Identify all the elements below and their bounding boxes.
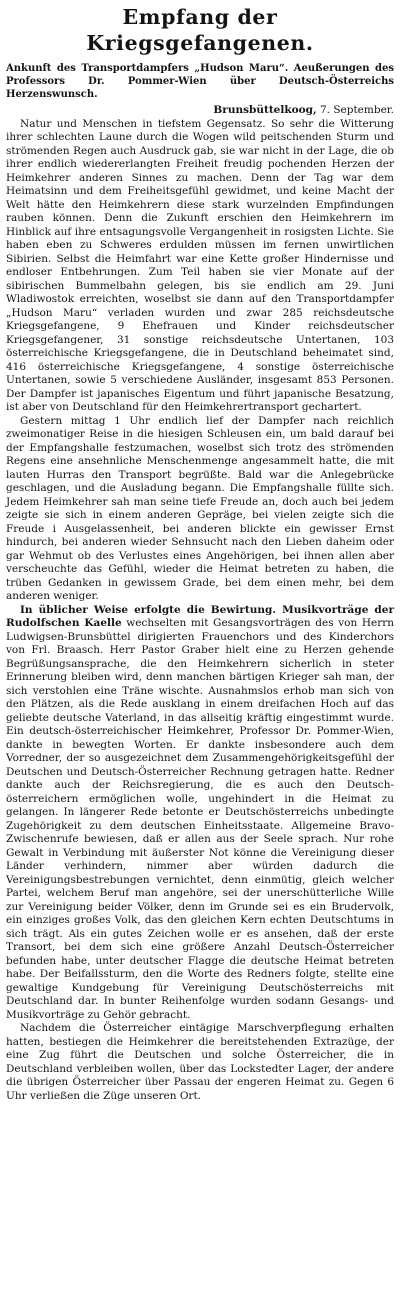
paragraph-speeches-music: Musikvorträge der Rudolfschen Kaelle: [6, 603, 394, 629]
dateline-place: Brunsbüttelkoog,: [213, 104, 317, 116]
headline: Empfang der Kriegsgefangenen.: [86, 5, 314, 55]
paragraph-reception: Gestern mittag 1 Uhr endlich lief der Dampfer nach reichlich zweimonatiger Reise in die hiesigen Schleusen ein, um bald darauf bei der Empfangshalle festzumachen, woselbst sich trotz des strömenden Regens eine ansehnliche Menschenmenge angesammelt hatte, die mit lauten Hurras den Transport begrüßte. Bald war die Anlegebrücke geschlagen, und die Ausladung begann. Die Empfangshalle füllte sich. Jedem Heimkehrer sah man seine tiefe Freude an, doch auch bei jedem zeigte sie sich in einem anderen Gepräge, bei vielen zeigte sich die Freude i Ausgelassenheit, bei anderen blickte ein gewisser Ernst hindurch, bei anderen wieder Sehnsucht nach den Lieben daheim oder gar Wehmut ob des Verlustes eines Angehörigen, bei ihnen allen aber verscheuchte das Gefühl, wieder die Heimat betreten zu haben, die trüben Gedanken in gewissem Grade, bei dem einen mehr, bei dem anderen weniger.: [6, 414, 394, 602]
paragraph-speeches: [6, 604, 394, 1023]
dateline-date: 7. September.: [316, 104, 394, 116]
paragraph-speeches-lead: In üblicher Weise erfolgte die Bewirtung.: [20, 603, 283, 616]
subheadline: Ankunft des Transportdampfers „Hudson Maru“. Aeußerungen des Professors Dr. Pommer-Wien über Deutsch-Österreichs Herzenswunsch.: [6, 63, 394, 100]
paragraph-arrival: Natur und Menschen in tiefstem Gegensatz. So sehr die Witterung ihrer schlechten Laune durch die Wogen wild peitschenden Sturm und strömenden Regen auch Ausdruck gab, sie war nicht in der Lage, die ob ihrer endlich wiedererlangten Freiheit freudig pochenden Herzen der Heimkehrer anderen Sinnes zu machen. Denn der Tag war dem Heimatsinn und dem Freiheitsgefühl gewidmet, und keine Macht der Welt hätte den Heimkehrern diese stark wurzelnden Empfindungen rauben können. Denn die Zukunft erschien den Heimkehrern im Hinblick auf ihre entsagungsvolle Vergangenheit in rosigsten Lichte. Sie haben eben zu Schweres erdulden müssen im fernen unwirtlichen Sibirien. Selbst die Heimfahrt war eine Kette großer Hindernisse und endloser Entbehrungen. Zum Teil haben sie vier Monate auf der sibirischen Bummelbahn gelegen, bis sie endlich am 29. Juni Wladiwostok erreichten, woselbst sie dann auf den Transportdampfer „Hudson Maru“ verladen wurden und zwar 285 reichsdeutsche Kriegsgefangene, 9 Ehefrauen und Kinder reichsdeutscher Kriegsgefangener, 31 sonstige reichsdeutsche Untertanen, 103 österreichische Kriegsgefangene, die in Deutschland beheimatet sind, 416 österreichische Kriegsgefangene, 4 sonstige österreichische Untertanen, sowie 5 verschiedene Ausländer, insgesamt 853 Personen. Der Dampfer ist japanisches Eigentum und führt japanische Besatzung, ist aber von Deutschland für den Heimkehrertransport gechartert.: [6, 117, 394, 413]
paragraph-speeches-body: wechselten mit Gesangsvorträgen des von Herrn Ludwigsen-Brunsbüttel dirigierten Frauenchors und des Kinderchors von Frl. Braasch. Herr Pastor Graber hielt eine zu Herzen gehende Begrüßungsansprache, die den Heimkehrern sicherlich in steter Erinnerung bleiben wird, denn manchen bärtigen Krieger sah man, der sich verstohlen eine Träne wischte. Ausnahmslos erhob man sich von den Plätzen, als die Rede ausklang in einem dreifachen Hoch auf das geliebte deutsche Vaterland, in das allseitig kräftig eingestimmt wurde. Ein deutsch-österreichischer Heimkehrer, Professor Dr. Pommer-Wien, dankte in bewegten Worten. Er dankte insbesondere auch dem Vorredner, der so ausgezeichnet dem Zusammengehörigkeitsgefühl der Deutschen und Deutsch-Österreicher Rechnung getragen hatte. Redner dankte auch der Reichsregierung, die es auch den Deutsch-österreichern ermöglichen wolle, ungehindert in die Heimat zu gelangen. In längerer Rede betonte er Deutschösterreichs unbedingte Zugehörigkeit zu dem deutschen Einheitsstaate. Allgemeine Bravo-Zwischenrufe bewiesen, daß er allen aus der Seele sprach. Nur rohe Gewalt in Verbindung mit äußerster Not könne die Vereinigung dieser Länder verhindern, nimmer aber würden dadurch die Vereinigungsbestrebungen vernichtet, denn einmütig, gleich welcher Partei, welchem Beruf man angehöre, sei der unerschütterliche Wille zur Vereinigung beider Völker, denn im Grunde sei es ein Brudervolk, ein einziges großes Volk, das den gleichen Kern echten Deutschtums in sich trägt. Als ein gutes Zeichen wolle er es ansehen, daß der erste Transort, bei dem sich eine größere Anzahl Deutsch-Österreicher befunden habe, unter deutscher Flagge die deutsche Heimat betreten habe. Der Beifallssturm, den die Worte des Redners folgte, stellte eine gewaltige Kundgebung für Vereinigung Deutschösterreichs mit Deutschland dar. In bunter Reihenfolge wurden sodann Gesangs- und Musikvorträge zu Gehör gebracht.: [6, 617, 394, 1021]
paragraph-departure: Nachdem die Österreicher eintägige Marschverpflegung erhalten hatten, bestiegen die Heimkehrer die bereitstehenden Extrazüge, der eine Zug führt die Deutschen und solche Österreicher, die in Deutschland verbleiben wollen, über das Lockstedter Lager, der andere die übrigen Österreicher über Passau der engeren Heimat zu. Gegen 6 Uhr verließen die Züge unseren Ort.: [6, 1022, 394, 1102]
dateline: [6, 104, 394, 118]
